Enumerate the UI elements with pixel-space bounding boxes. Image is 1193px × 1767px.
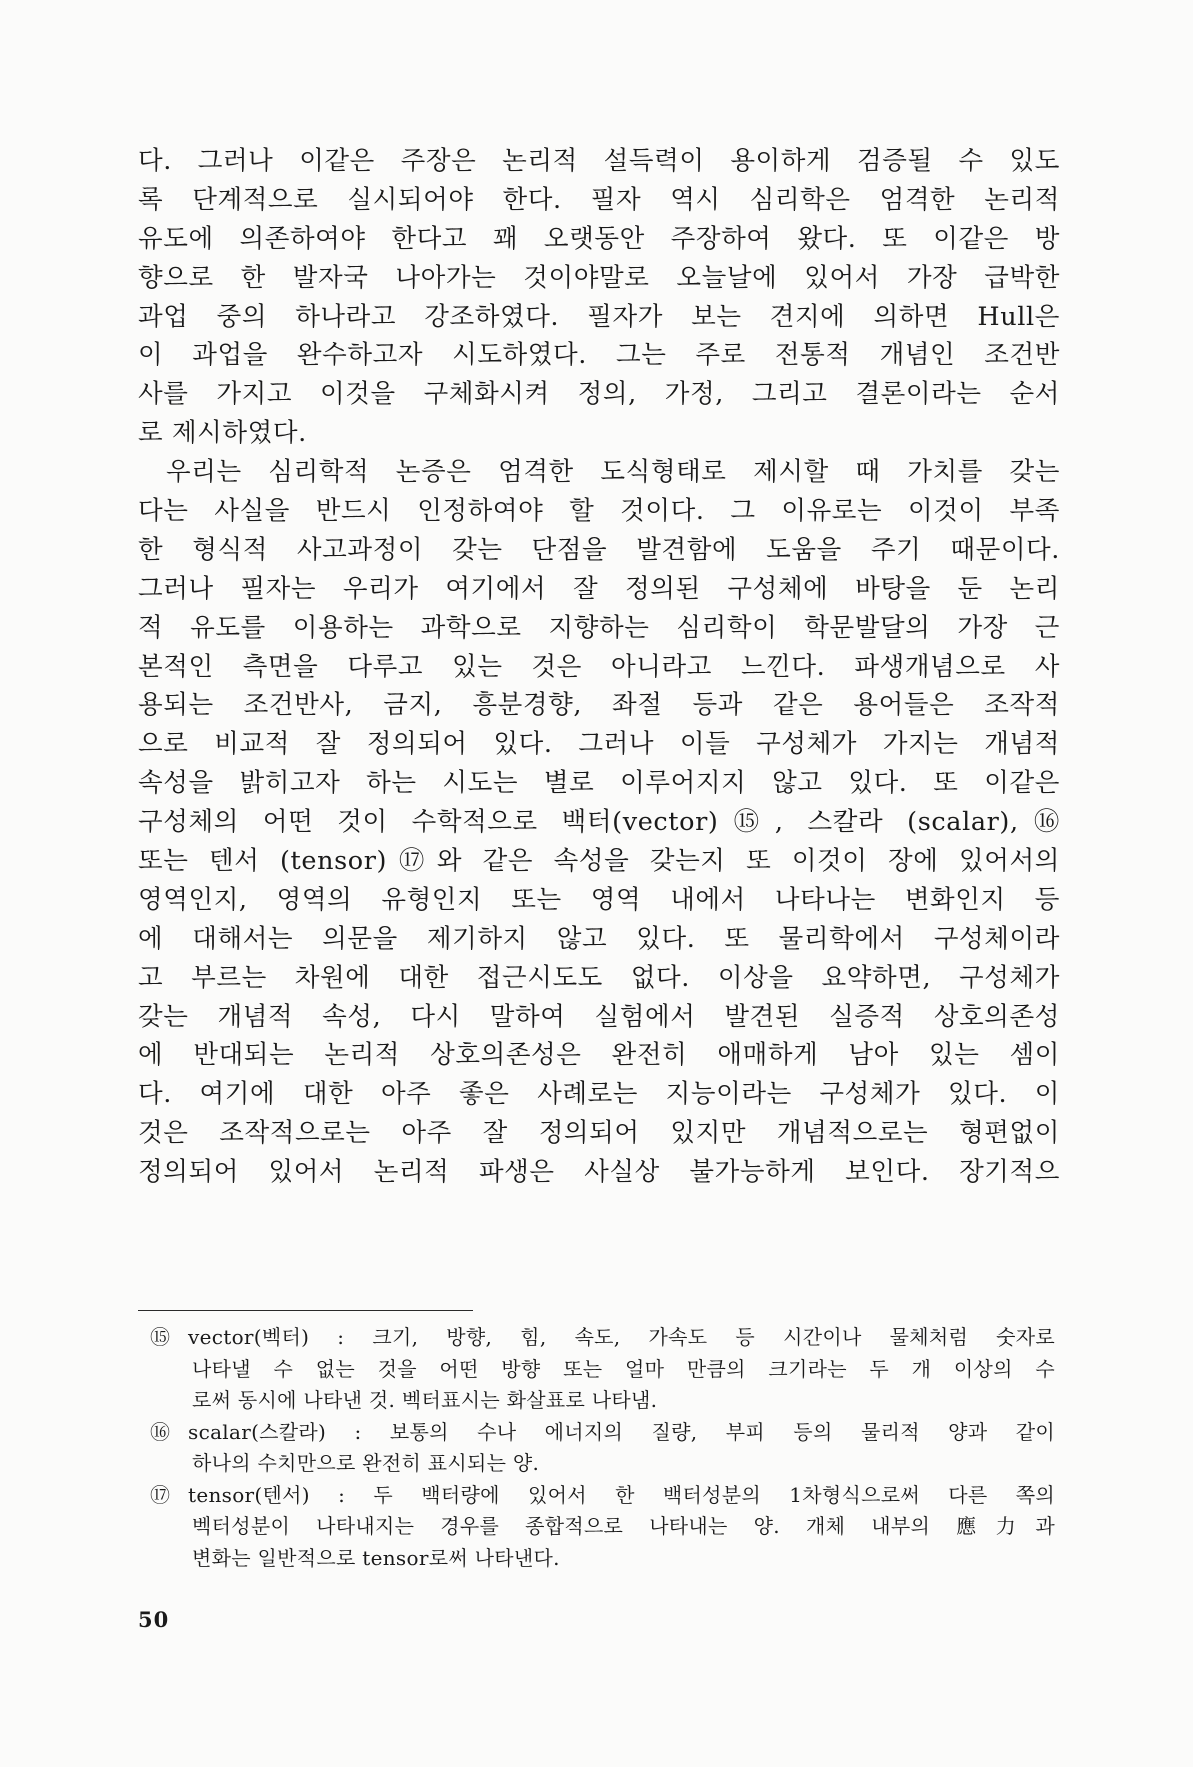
body-line: 에 대해서는 의문을 제기하지 않고 있다. 또 물리학에서 구성체이라 — [138, 923, 1060, 954]
body-line: 본적인 측면을 다루고 있는 것은 아니라고 느낀다. 파생개념으로 사 — [138, 651, 1060, 682]
body-line: 그러나 필자는 우리가 여기에서 잘 정의된 구성체에 바탕을 둔 논리 — [138, 573, 1060, 604]
body-line: 다. 그러나 이같은 주장은 논리적 설득력이 용이하게 검증될 수 있도 — [138, 146, 1060, 176]
body-line: 에 반대되는 논리적 상호의존성은 완전히 애매하게 남아 있는 셈이 — [138, 1040, 1060, 1071]
body-line: 정의되어 있어서 논리적 파생은 사실상 불가능하게 보인다. 장기적으 — [138, 1157, 1060, 1188]
footnote-divider — [138, 1310, 473, 1311]
footnote-line: 벡터성분이 나타내지는 경우를 종합적으로 나타내는 양. 개체 내부의 應力과 — [192, 1514, 1055, 1538]
body-line: 다는 사실을 반드시 인정하여야 할 것이다. 그 이유로는 이것이 부족 — [138, 496, 1060, 527]
body-line: 고 부르는 차원에 대한 접근시도도 없다. 이상을 요약하면, 구성체가 — [138, 962, 1060, 993]
body-line: 또는 텐서 (tensor)⑰와 같은 속성을 갖는지 또 이것이 장에 있어서의 — [138, 846, 1060, 877]
footnote-marker: ⑰ — [150, 1482, 171, 1507]
footnote-17 — [150, 1480, 1055, 1512]
body-line: 것은 조작적으로는 아주 잘 정의되어 있지만 개념적으로는 형편없이 — [138, 1118, 1060, 1149]
footnote-text: vector(벡터) : 크기, 방향, 힘, 속도, 가속도 등 시간이나 물체처럼 숫자로 — [188, 1325, 1055, 1349]
footnote-text: scalar(스칼라) : 보통의 수나 에너지의 질량, 부피 등의 물리적 양과 같이 — [188, 1419, 1055, 1444]
footnote-text: tensor(텐서) : 두 백터량에 있어서 한 백터성분의 1차형식으로써 다른 쪽의 — [188, 1482, 1055, 1507]
paragraph-start-line: 우리는 심리학적 논증은 엄격한 도식형태로 제시할 때 가치를 갖는 — [166, 457, 1060, 488]
body-line: 영역인지, 영역의 유형인지 또는 영역 내에서 나타나는 변화인지 등 — [138, 884, 1060, 915]
footnote-16 — [150, 1417, 1055, 1449]
footnote-marker: ⑯ — [150, 1419, 171, 1444]
body-line: 속성을 밝히고자 하는 시도는 별로 이루어지지 않고 있다. 또 이같은 — [138, 768, 1060, 799]
footnote-line: 로써 동시에 나타낸 것. 벡터표시는 화살표로 나타냄. — [192, 1388, 658, 1412]
body-line: 이 과업을 완수하고자 시도하였다. 그는 주로 전통적 개념인 조건반 — [138, 340, 1060, 371]
body-line: 로 제시하였다. — [138, 418, 307, 449]
body-line: 록 단계적으로 실시되어야 한다. 필자 역시 심리학은 엄격한 논리적 — [138, 184, 1060, 215]
body-line: 구성체의 어떤 것이 수학적으로 백터(vector)⑮, 스칼라 (scalar),⑯ — [138, 807, 1060, 838]
body-text — [138, 142, 1060, 1192]
body-line: 과업 중의 하나라고 강조하였다. 필자가 보는 견지에 의하면 Hull은 — [138, 301, 1060, 332]
body-line: 으로 비교적 잘 정의되어 있다. 그러나 이들 구성체가 가지는 개념적 — [138, 729, 1060, 760]
footnote-marker: ⑮ — [150, 1325, 171, 1349]
body-line: 향으로 한 발자국 나아가는 것이야말로 오늘날에 있어서 가장 급박한 — [138, 262, 1060, 293]
body-line: 다. 여기에 대한 아주 좋은 사례로는 지능이라는 구성체가 있다. 이 — [138, 1079, 1060, 1110]
footnote-line: 하나의 수치만으로 완전히 표시되는 양. — [192, 1451, 540, 1475]
body-line: 용되는 조건반사, 금지, 흥분경향, 좌절 등과 같은 용어들은 조작적 — [138, 690, 1060, 721]
footnotes — [150, 1322, 1055, 1574]
footnote-line: 나타낼 수 없는 것을 어떤 방향 또는 얼마 만큼의 크기라는 두 개 이상의 수 — [192, 1356, 1055, 1381]
body-line: 사를 가지고 이것을 구체화시켜 정의, 가정, 그리고 결론이라는 순서 — [138, 379, 1060, 410]
footnote-line: 변화는 일반적으로 tensor로써 나타낸다. — [192, 1545, 560, 1570]
page-number: 50 — [138, 1607, 170, 1632]
body-line: 갖는 개념적 속성, 다시 말하여 실험에서 발견된 실증적 상호의존성 — [138, 1001, 1060, 1032]
footnote-15 — [150, 1322, 1055, 1354]
body-line: 한 형식적 사고과정이 갖는 단점을 발견함에 도움을 주기 때문이다. — [138, 534, 1060, 565]
body-line: 유도에 의존하여야 한다고 꽤 오랫동안 주장하여 왔다. 또 이같은 방 — [138, 223, 1060, 254]
body-line: 적 유도를 이용하는 과학으로 지향하는 심리학이 학문발달의 가장 근 — [138, 612, 1060, 643]
